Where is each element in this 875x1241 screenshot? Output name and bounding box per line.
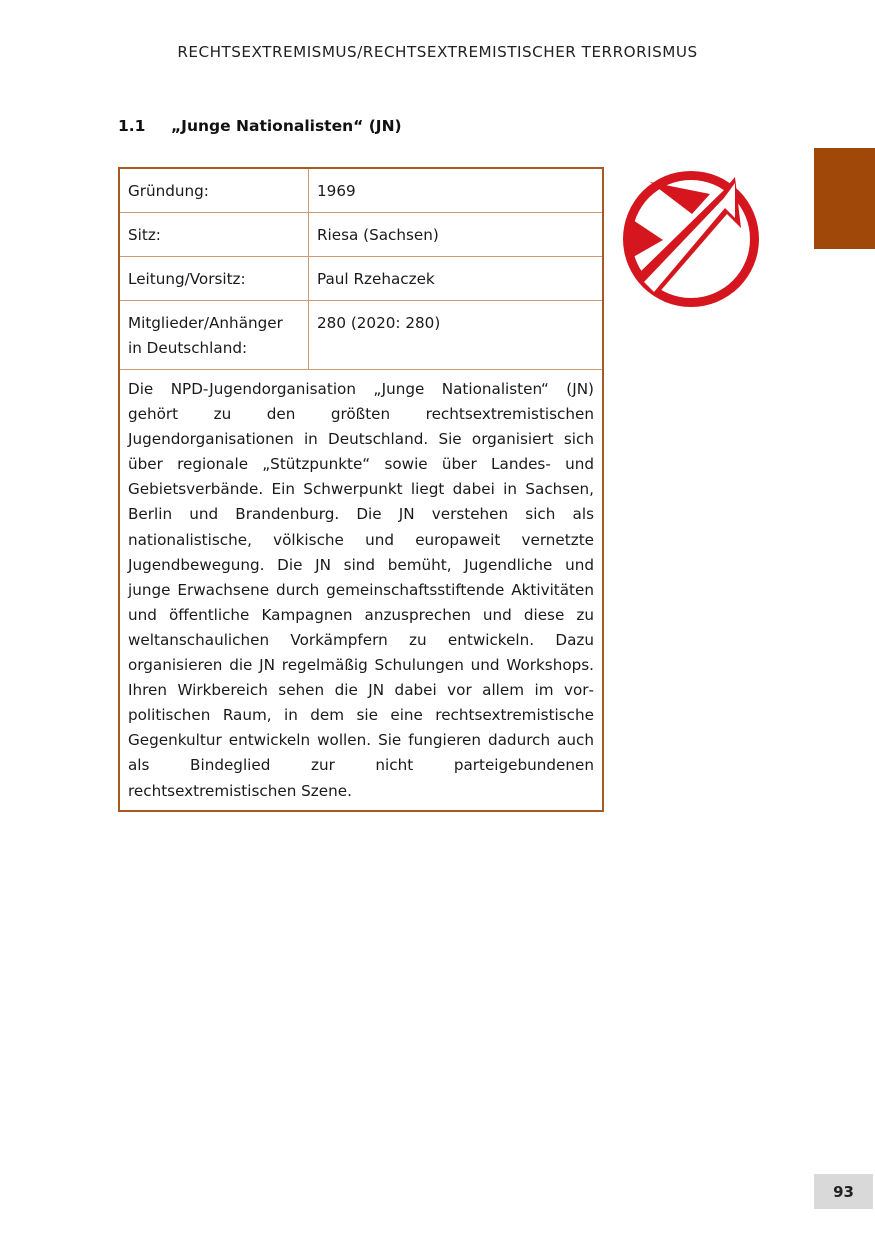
organization-description: Die NPD-Jugendorganisation „Junge Nationalisten“ (JN) gehört zu den größten rechtsextremistischen Jugendorganisationen in Deutschland. Sie organisiert sich über regionale „Stützpunkte“ sowie über Landes- und Gebietsverbände. Ein Schwerpunkt liegt dabei in Sachsen, Berlin und Brandenburg. Die JN verstehen sich als nationalistische, völkische und europaweit vernetzte Jugendbewegung. Die JN sind bemüht, Jugendliche und junge Erwachsene durch gemeinschaftsstiftende Aktivitäten und öffentliche Kampagnen anzusprechen und diese zu weltanschaulichen Vorkämpfern zu entwickeln. Dazu organisieren die JN regelmäßig Schulungen und Workshops. Ihren Wirkbereich sehen die JN dabei vor allem im vorpolitischen Raum, in dem sie eine rechtsextremistische Gegenkultur entwickeln wollen. Sie fungieren dadurch auch als Bindeglied zur nicht parteigebundenen rechtsextremistischen Szene.	[128, 380, 594, 800]
section-title: „Junge Nationalisten“ (JN)	[171, 117, 402, 135]
running-header: RECHTSEXTREMISMUS/RECHTSEXTREMISTISCHER TERRORISMUS	[177, 43, 698, 61]
table-row	[120, 169, 602, 213]
row-value-founding: 1969	[309, 169, 603, 213]
table-row	[120, 257, 602, 301]
jn-logo-icon	[620, 168, 762, 310]
table-row	[120, 213, 602, 257]
section-heading	[118, 117, 402, 135]
row-label-founding: Gründung:	[120, 169, 309, 213]
section-number: 1.1	[118, 117, 146, 135]
row-label-leadership: Leitung/Vorsitz:	[120, 257, 309, 301]
row-label-members: Mitglieder/Anhänger in Deutschland:	[120, 301, 309, 370]
row-value-seat: Riesa (Sachsen)	[309, 213, 603, 257]
row-value-leadership: Paul Rzehaczek	[309, 257, 603, 301]
row-value-members: 280 (2020: 280)	[309, 301, 603, 370]
logo-text: JN	[674, 255, 726, 299]
facts-table	[120, 169, 602, 370]
page-number: 93	[814, 1174, 873, 1209]
chapter-side-tab	[814, 148, 875, 249]
row-label-seat: Sitz:	[120, 213, 309, 257]
table-row	[120, 301, 602, 370]
organization-info-box	[118, 167, 604, 812]
